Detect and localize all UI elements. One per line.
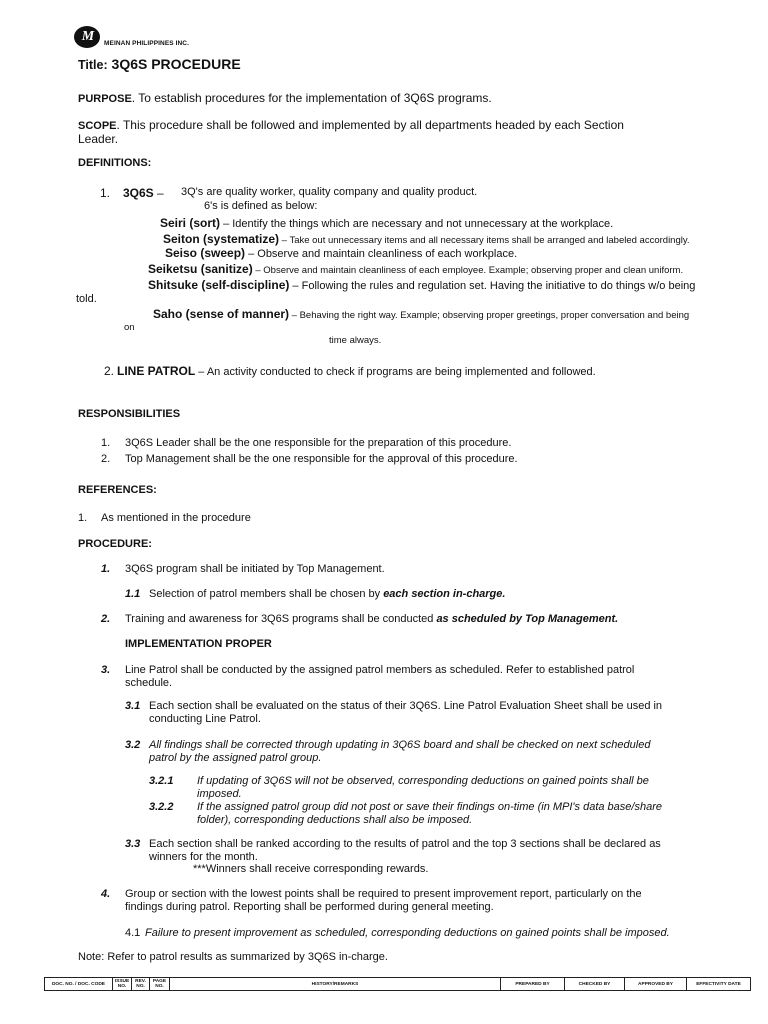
procedure-3-2-text: All findings shall be corrected through updating in 3Q6S board and shall be checked on next scheduled: [149, 739, 651, 751]
scope-text-cont: Leader.: [78, 132, 119, 146]
procedure-1-1-emph: each section in-charge.: [383, 588, 506, 600]
procedure-3-2-text-cont: patrol by the assigned patrol group.: [149, 752, 322, 764]
procedure-3-3-num: 3.3: [125, 838, 141, 850]
definition-shitsuke: [148, 278, 695, 292]
document-control-footer: [44, 977, 751, 991]
procedure-3-1-text: Each section shall be evaluated on the status of their 3Q6S. Line Patrol Evaluation Sheet shall be used in: [149, 700, 663, 712]
procedure-3-2-2-text-cont: folder), corresponding deductions shall also be imposed.: [197, 814, 473, 826]
footer-approved-by: APPROVED BY: [625, 978, 687, 991]
procedure-3-2-num: 3.2: [125, 739, 141, 751]
procedure-1-text: 3Q6S program shall be initiated by Top Management.: [125, 563, 385, 575]
definitions-heading: DEFINITIONS:: [78, 157, 152, 169]
scope-text: . This procedure shall be followed and implemented by all departments headed by each Section: [116, 118, 624, 132]
definition-line-patrol: [117, 364, 596, 378]
footer-doc-code: DOC. NO. / DOC. CODE: [45, 978, 113, 991]
definition-1-term: 3Q6S: [123, 186, 154, 200]
saho-term: Saho (sense of manner): [153, 307, 290, 321]
procedure-3-num: 3.: [101, 664, 111, 676]
procedure-1-1-line: [149, 588, 505, 600]
procedure-2-emph: as scheduled by Top Management.: [436, 613, 619, 625]
definition-1-dash: –: [153, 186, 164, 200]
definition-seiso: [165, 246, 517, 260]
seiso-term: Seiso (sweep): [165, 246, 246, 260]
procedure-4-num: 4.: [101, 888, 111, 900]
seiton-text: – Take out unnecessary items and all necessary items shall be arranged and labeled accordingly.: [279, 235, 690, 246]
footer-rev-no: REV. NO.: [132, 978, 150, 991]
footer-page-no: PAGE NO.: [150, 978, 170, 991]
line-patrol-term: LINE PATROL: [117, 364, 196, 378]
purpose-label: PURPOSE: [78, 93, 132, 105]
responsibility-2-num: 2.: [101, 453, 111, 465]
footer-issue-no: ISSUE NO.: [113, 978, 132, 991]
saho-cont: on: [124, 322, 135, 333]
procedure-3-2-1-text-cont: imposed.: [197, 788, 242, 800]
implementation-heading: IMPLEMENTATION PROPER: [125, 638, 272, 650]
company-name: MEINAN PHILIPPINES INC.: [104, 40, 190, 47]
procedure-3-text: Line Patrol shall be conducted by the assigned patrol members as scheduled. Refer to established patrol: [125, 664, 635, 676]
seiketsu-term: Seiketsu (sanitize): [148, 262, 253, 276]
title-text: 3Q6S PROCEDURE: [111, 56, 241, 72]
procedure-1-1-text: Selection of patrol members shall be chosen by: [149, 588, 384, 600]
seiri-term: Seiri (sort): [160, 216, 221, 230]
procedure-3-1-num: 3.1: [125, 700, 141, 712]
responsibility-1-text: 3Q6S Leader shall be the one responsible for the preparation of this procedure.: [125, 437, 512, 449]
scope-label: SCOPE: [78, 120, 117, 132]
footer-effectivity-date: EFFECTIVITY DATE: [687, 978, 751, 991]
procedure-1-1-num: 1.1: [125, 588, 141, 600]
scope-line: [78, 118, 624, 132]
definition-seiri: [160, 216, 613, 230]
definition-saho: [153, 307, 689, 321]
definition-1-text: 3Q's are quality worker, quality company and quality product.: [181, 186, 478, 198]
definition-seiketsu: [148, 262, 683, 276]
procedure-3-2-2-text: If the assigned patrol group did not post or save their findings on-time (in MPI's data base/share: [197, 801, 662, 813]
procedure-3-2-1-text: If updating of 3Q6S will not be observed, corresponding deductions on gained points shall be: [197, 775, 649, 787]
procedure-heading: PROCEDURE:: [78, 538, 152, 550]
responsibility-1-num: 1.: [101, 437, 111, 449]
shitsuke-term: Shitsuke (self-discipline): [148, 278, 290, 292]
procedure-3-3-winners: ***Winners shall receive corresponding rewards.: [193, 863, 429, 875]
footer-prepared-by: PREPARED BY: [501, 978, 565, 991]
procedure-2-text: Training and awareness for 3Q6S programs shall be conducted: [125, 613, 437, 625]
definition-2-num: 2.: [104, 364, 115, 378]
procedure-3-2-2-num: 3.2.2: [149, 801, 174, 813]
seiketsu-text: – Observe and maintain cleanliness of each employee. Example; observing proper and clean uniform.: [252, 265, 684, 276]
procedure-1-num: 1.: [101, 563, 111, 575]
seiso-text: – Observe and maintain cleanliness of each workplace.: [245, 248, 518, 260]
procedure-4-text-cont: findings during patrol. Reporting shall be performed during general meeting.: [125, 901, 494, 913]
procedure-3-2-1-num: 3.2.1: [149, 775, 174, 787]
line-patrol-text: – An activity conducted to check if programs are being implemented and followed.: [195, 366, 596, 378]
references-heading: REFERENCES:: [78, 484, 157, 496]
title-prefix: Title:: [78, 58, 108, 72]
definition-1-line: [123, 186, 164, 200]
purpose-line: [78, 91, 492, 105]
document-title: [78, 56, 241, 72]
procedure-4-text: Group or section with the lowest points shall be required to present improvement report, particularly on the: [125, 888, 642, 900]
procedure-2-num: 2.: [101, 613, 111, 625]
definition-seiton: [163, 232, 690, 246]
company-logo: M: [74, 26, 100, 48]
shitsuke-cont: told.: [76, 293, 97, 305]
saho-text: – Behaving the right way. Example; observing proper greetings, proper conversation and being: [289, 310, 690, 321]
seiton-term: Seiton (systematize): [163, 232, 280, 246]
reference-1-num: 1.: [78, 512, 88, 524]
procedure-2-line: [125, 613, 618, 625]
procedure-4-1-num: 4.1: [125, 927, 141, 939]
footer-checked-by: CHECKED BY: [565, 978, 625, 991]
definition-1-sub: 6's is defined as below:: [204, 200, 318, 212]
saho-cont2: time always.: [329, 335, 382, 346]
procedure-3-text-cont: schedule.: [125, 677, 173, 689]
seiri-text: – Identify the things which are necessary and not unnecessary at the workplace.: [220, 218, 614, 230]
reference-1-text: As mentioned in the procedure: [101, 512, 251, 524]
purpose-text: . To establish procedures for the implementation of 3Q6S programs.: [131, 91, 492, 105]
procedure-3-3-text-cont: winners for the month.: [149, 851, 258, 863]
definition-1-num: 1.: [100, 186, 111, 200]
procedure-note: Note: Refer to patrol results as summarized by 3Q6S in-charge.: [78, 951, 388, 963]
procedure-4-1-text: Failure to present improvement as scheduled, corresponding deductions on gained points shall be imposed.: [145, 927, 670, 939]
shitsuke-text: – Following the rules and regulation set. Having the initiative to do things w/o being: [289, 280, 696, 292]
responsibility-2-text: Top Management shall be the one responsible for the approval of this procedure.: [125, 453, 518, 465]
procedure-3-1-text-cont: conducting Line Patrol.: [149, 713, 261, 725]
procedure-3-3-text: Each section shall be ranked according to the results of patrol and the top 3 sections shall be declared as: [149, 838, 661, 850]
responsibilities-heading: RESPONSIBILITIES: [78, 408, 181, 420]
footer-history-remarks: HISTORY/REMARKS: [170, 978, 501, 991]
